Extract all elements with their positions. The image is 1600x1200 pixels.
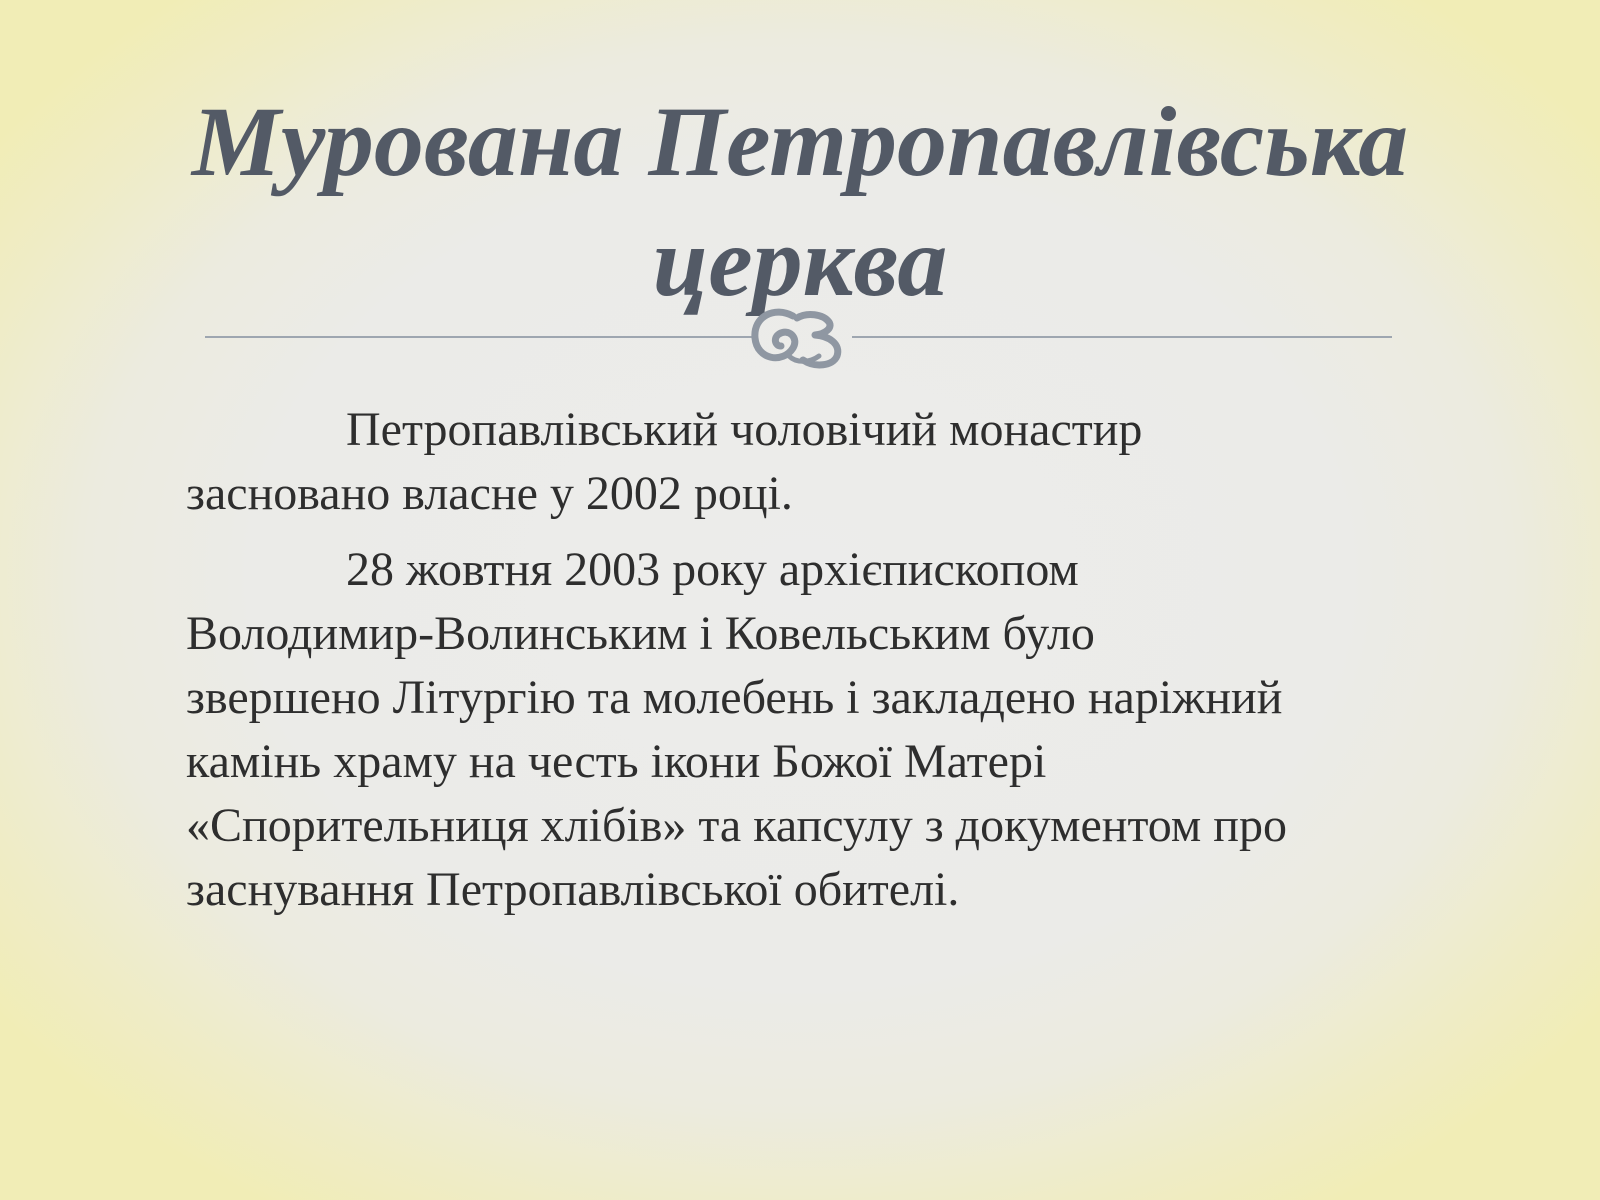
slide-title (150, 82, 1450, 322)
paragraph-2-line-4: камінь храму на честь ікони Божої Матері (186, 735, 1047, 788)
paragraph-2-line-2: Володимир-Волинським і Ковельським було (186, 607, 1095, 660)
slide-body (186, 398, 1446, 934)
slide-title-line-1: Мурована Петропавлівська (191, 86, 1409, 197)
paragraph-2-line-5: «Спорительниця хлібів» та капсулу з документом про (186, 799, 1287, 852)
slide-title-line-2: церква (652, 206, 948, 317)
title-divider-right (852, 336, 1392, 338)
paragraph-1-line-2: засновано власне у 2002 році. (186, 467, 793, 520)
paragraph-2 (186, 538, 1446, 922)
title-divider-left (205, 336, 753, 338)
paragraph-2-line-6: заснування Петропавлівської обителі. (186, 863, 960, 916)
scroll-ornament-icon (745, 302, 855, 372)
paragraph-2-line-1: 28 жовтня 2003 року архієпископом (346, 543, 1079, 596)
paragraph-1 (186, 398, 1446, 526)
paragraph-1-line-1: Петропавлівський чоловічий монастир (346, 403, 1143, 456)
paragraph-2-line-3: звершено Літургію та молебень і закладено наріжний (186, 671, 1283, 724)
